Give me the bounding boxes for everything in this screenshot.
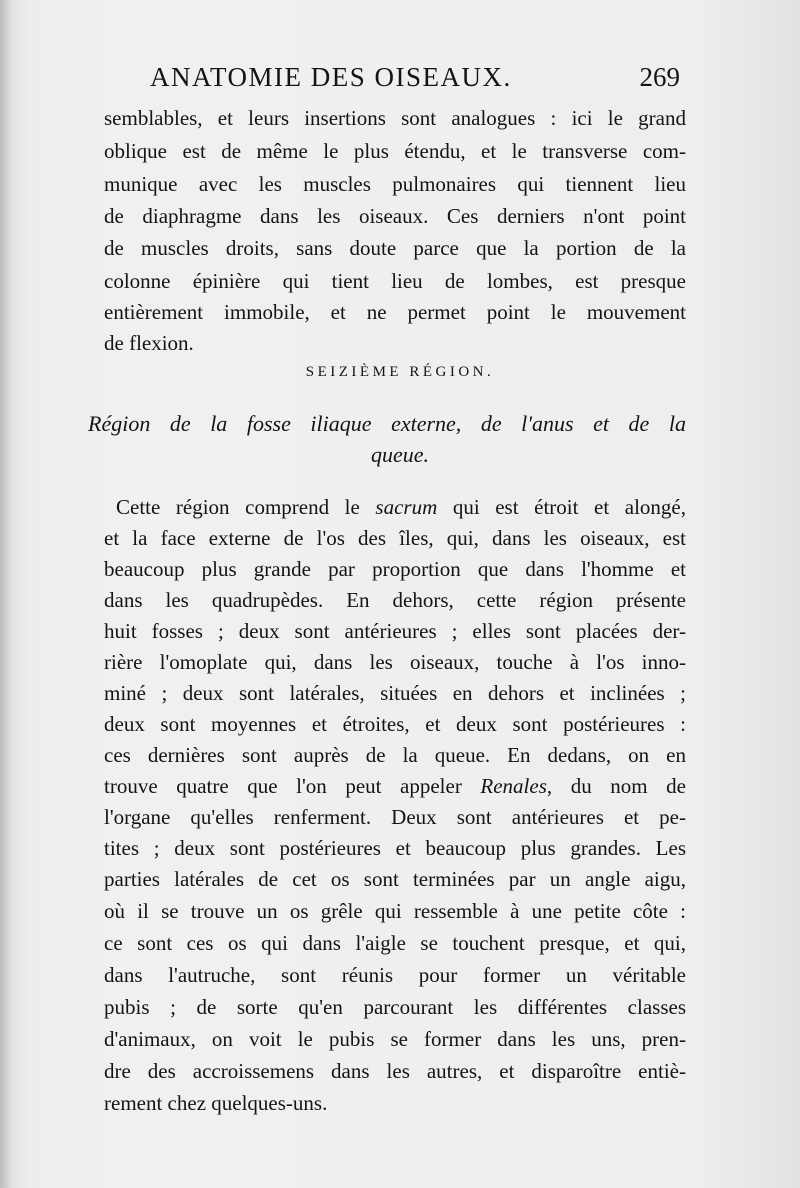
text-line: semblables, et leurs insertions sont analogues : ici le grand: [104, 106, 686, 130]
section-heading: SEIZIÈME RÉGION.: [305, 364, 495, 380]
text-line: d'animaux, on voit le pubis se former dans les uns, pren-: [104, 1027, 686, 1051]
page-gutter-shadow: [0, 0, 14, 1188]
text-line: dans les quadrupèdes. En dehors, cette région présente: [104, 588, 686, 612]
text-line: et la face externe de l'os des îles, qui, dans les oiseaux, est: [104, 526, 686, 550]
text-fragment: , du nom de: [546, 774, 686, 798]
italic-term-sacrum: sacrum: [375, 495, 438, 519]
text-line: dans l'autruche, sont réunis pour former un véritable: [104, 963, 686, 987]
text-line: tites ; deux sont postérieures et beaucoup plus grandes. Les: [104, 836, 686, 860]
text-line: [104, 771, 686, 801]
text-line: [116, 492, 686, 522]
text-line: deux sont moyennes et étroites, et deux sont postérieures :: [104, 712, 686, 736]
text-line: huit fosses ; deux sont antérieures ; elles sont placées der-: [104, 619, 686, 643]
text-line: pubis ; de sorte qu'en parcourant les différentes classes: [104, 995, 686, 1019]
text-line: de muscles droits, sans doute parce que la portion de la: [104, 236, 686, 260]
page-number: 269: [639, 62, 680, 92]
text-line: rement chez quelques-uns.: [104, 1091, 328, 1115]
text-line: rière l'omoplate qui, dans les oiseaux, touche à l'os inno-: [104, 650, 686, 674]
section-subtitle-continued: queue.: [370, 442, 430, 467]
text-line: où il se trouve un os grêle qui ressemble à une petite côte :: [104, 899, 686, 923]
header-title: ANATOMIE DES OISEAUX.: [150, 62, 512, 92]
text-line: ce sont ces os qui dans l'aigle se touchent presque, et qui,: [104, 931, 686, 955]
text-fragment: qui est étroit et alongé,: [437, 495, 686, 519]
text-line: entièrement immobile, et ne permet point le mouvement: [104, 300, 686, 324]
running-head: [150, 62, 680, 102]
text-line: dre des accroissemens dans les autres, et disparoître entiè-: [104, 1059, 686, 1083]
section-subtitle: Région de la fosse iliaque externe, de l'anus et de la: [88, 411, 686, 436]
text-line: de flexion.: [104, 331, 194, 355]
text-line: beaucoup plus grande par proportion que dans l'homme et: [104, 557, 686, 581]
text-fragment: Cette région comprend le: [116, 495, 376, 519]
text-line: de diaphragme dans les oiseaux. Ces derniers n'ont point: [104, 204, 686, 228]
text-line: oblique est de même le plus étendu, et le transverse com-: [104, 139, 686, 163]
text-line: miné ; deux sont latérales, situées en dehors et inclinées ;: [104, 681, 686, 705]
italic-term-renales: Renales: [480, 774, 547, 798]
text-line: ces dernières sont auprès de la queue. En dedans, on en: [104, 743, 686, 767]
text-fragment: trouve quatre que l'on peut appeler: [104, 774, 481, 798]
text-line: munique avec les muscles pulmonaires qui tiennent lieu: [104, 172, 686, 196]
text-line: l'organe qu'elles renferment. Deux sont antérieures et pe-: [104, 805, 686, 829]
text-line: parties latérales de cet os sont terminées par un angle aigu,: [104, 867, 686, 891]
text-line: colonne épinière qui tient lieu de lombes, est presque: [104, 269, 686, 293]
